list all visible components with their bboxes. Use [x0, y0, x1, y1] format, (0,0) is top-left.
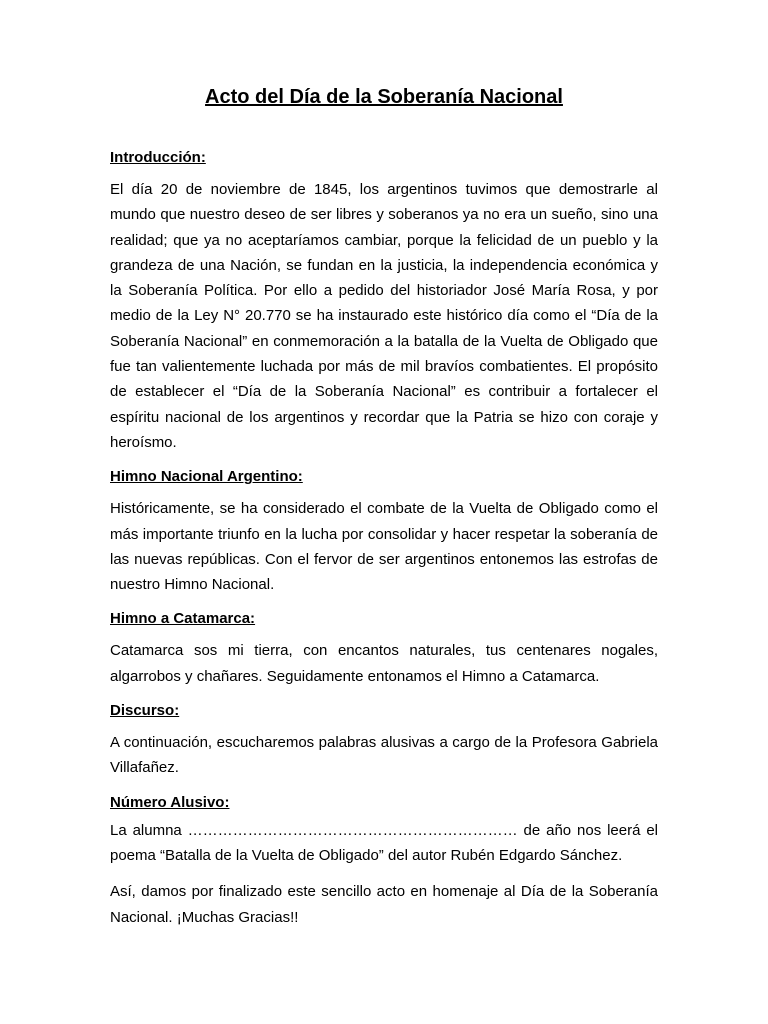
section-heading: Himno a Catamarca:	[110, 610, 256, 628]
section-discurso	[110, 700, 658, 781]
section-numero-alusivo	[110, 792, 658, 930]
section-heading: Discurso:	[110, 702, 180, 720]
section-heading: Introducción:	[110, 149, 206, 166]
section-heading: Himno Nacional Argentino:	[110, 468, 303, 486]
section-paragraph: A continuación, escucharemos palabras alusivas a cargo de la Profesora Gabriela Villafañez.	[110, 734, 658, 777]
section-introduccion	[110, 147, 658, 455]
section-paragraph: Catamarca sos mi tierra, con encantos naturales, tus centenares nogales, algarrobos y chañares. Seguidamente entonamos el Himno a Catamarca.	[110, 642, 658, 685]
section-paragraph: La alumna ………………………………………………………… de año nos leerá el poema “Batalla de la Vuelta de Obligado” del autor Rubén Edgardo Sánchez.	[110, 821, 658, 864]
section-paragraph: El día 20 de noviembre de 1845, los argentinos tuvimos que demostrarle al mundo que nuestro deseo de ser libres y soberanos ya no era un sueño, sino una realidad; que ya no aceptaríamos cambiar, porque la felicidad de un pueblo y la grandeza de una Nación, se fundan en la justicia, la independencia económica y la Soberanía Política. Por ello a pedido del historiador José María Rosa, y por medio de la Ley N° 20.770 se ha instaurado este histórico día como el “Día de la Soberanía Nacional” en conmemoración a la batalla de la Vuelta de Obligado que fue tan valientemente luchada por más de mil bravíos combatientes. El propósito de establecer el “Día de la Soberanía Nacional” es contribuir a fortalecer el espíritu nacional de los argentinos y recordar que la Patria se hizo con coraje y heroísmo.	[110, 181, 658, 451]
closing-paragraph: Así, damos por finalizado este sencillo acto en homenaje al Día de la Soberanía Nacional. ¡Muchas Gracias!!	[110, 883, 658, 926]
section-himno-catamarca	[110, 608, 658, 689]
document-title: Acto del Día de la Soberanía Nacional	[205, 86, 563, 108]
section-himno-nacional	[110, 466, 658, 597]
section-heading: Número Alusivo:	[110, 793, 230, 811]
section-paragraph: Históricamente, se ha considerado el combate de la Vuelta de Obligado como el más importante triunfo en la lucha por consolidar y hacer respetar la soberanía de las nuevas repúblicas. Con el fervor de ser argentinos entonemos las estrofas de nuestro Himno Nacional.	[110, 500, 658, 594]
